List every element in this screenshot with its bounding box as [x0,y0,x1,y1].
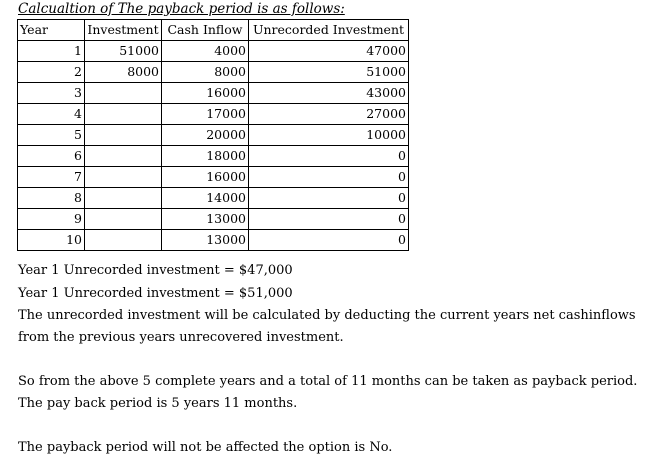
cell-year: 2 [18,62,85,83]
cell-investment [85,83,162,104]
cell-year: 8 [18,188,85,209]
cell-investment [85,104,162,125]
cell-investment [85,230,162,251]
cell-cash-inflow: 16000 [162,83,249,104]
cell-unrecorded-investment: 0 [249,230,409,251]
table-row [18,146,409,167]
cell-investment: 8000 [85,62,162,83]
cell-cash-inflow: 13000 [162,209,249,230]
cell-cash-inflow: 4000 [162,41,249,62]
cell-cash-inflow: 8000 [162,62,249,83]
cell-unrecorded-investment: 10000 [249,125,409,146]
cell-unrecorded-investment: 0 [249,209,409,230]
header-cash-inflow: Cash Inflow [162,20,249,41]
cell-unrecorded-investment: 43000 [249,83,409,104]
cell-unrecorded-investment: 27000 [249,104,409,125]
table-row [18,230,409,251]
cell-investment [85,146,162,167]
cell-investment: 51000 [85,41,162,62]
table-row [18,83,409,104]
table-row [18,167,409,188]
table-row [18,209,409,230]
payback-table [17,19,409,251]
cell-investment [85,209,162,230]
cell-cash-inflow: 13000 [162,230,249,251]
cell-investment [85,125,162,146]
table-body [18,41,409,251]
conclusion-paragraph: So from the above 5 complete years and a total of 11 months can be taken as payback period. The pay back period is 5 years 11 months. [18,374,638,411]
table-row [18,188,409,209]
cell-cash-inflow: 14000 [162,188,249,209]
cell-unrecorded-investment: 0 [249,188,409,209]
cell-cash-inflow: 20000 [162,125,249,146]
cell-year: 1 [18,41,85,62]
table-row [18,104,409,125]
cell-cash-inflow: 16000 [162,167,249,188]
table-row [18,41,409,62]
final-note: The payback period will not be affected the option is No. [18,440,393,455]
header-investment: Investment [85,20,162,41]
cell-cash-inflow: 17000 [162,104,249,125]
cell-investment [85,188,162,209]
cell-investment [85,167,162,188]
cell-unrecorded-investment: 47000 [249,41,409,62]
header-year: Year [18,20,85,41]
cell-year: 9 [18,209,85,230]
table-header-row [18,20,409,41]
table-row [18,62,409,83]
cell-year: 7 [18,167,85,188]
header-unrecorded-investment: Unrecorded Investment [249,20,409,41]
explanation-paragraph: The unrecorded investment will be calculated by deducting the current years net cashinflows from the previous years unrecovered investment. [18,308,636,345]
cell-year: 3 [18,83,85,104]
note-line-2: Year 1 Unrecorded investment = $51,000 [18,286,293,301]
cell-unrecorded-investment: 0 [249,167,409,188]
cell-year: 6 [18,146,85,167]
cell-unrecorded-investment: 51000 [249,62,409,83]
table-row [18,125,409,146]
cell-cash-inflow: 18000 [162,146,249,167]
note-line-1: Year 1 Unrecorded investment = $47,000 [18,263,293,278]
cell-year: 4 [18,104,85,125]
page-title: Calcualtion of The payback period is as follows: [18,1,345,17]
cell-year: 5 [18,125,85,146]
cell-year: 10 [18,230,85,251]
cell-unrecorded-investment: 0 [249,146,409,167]
